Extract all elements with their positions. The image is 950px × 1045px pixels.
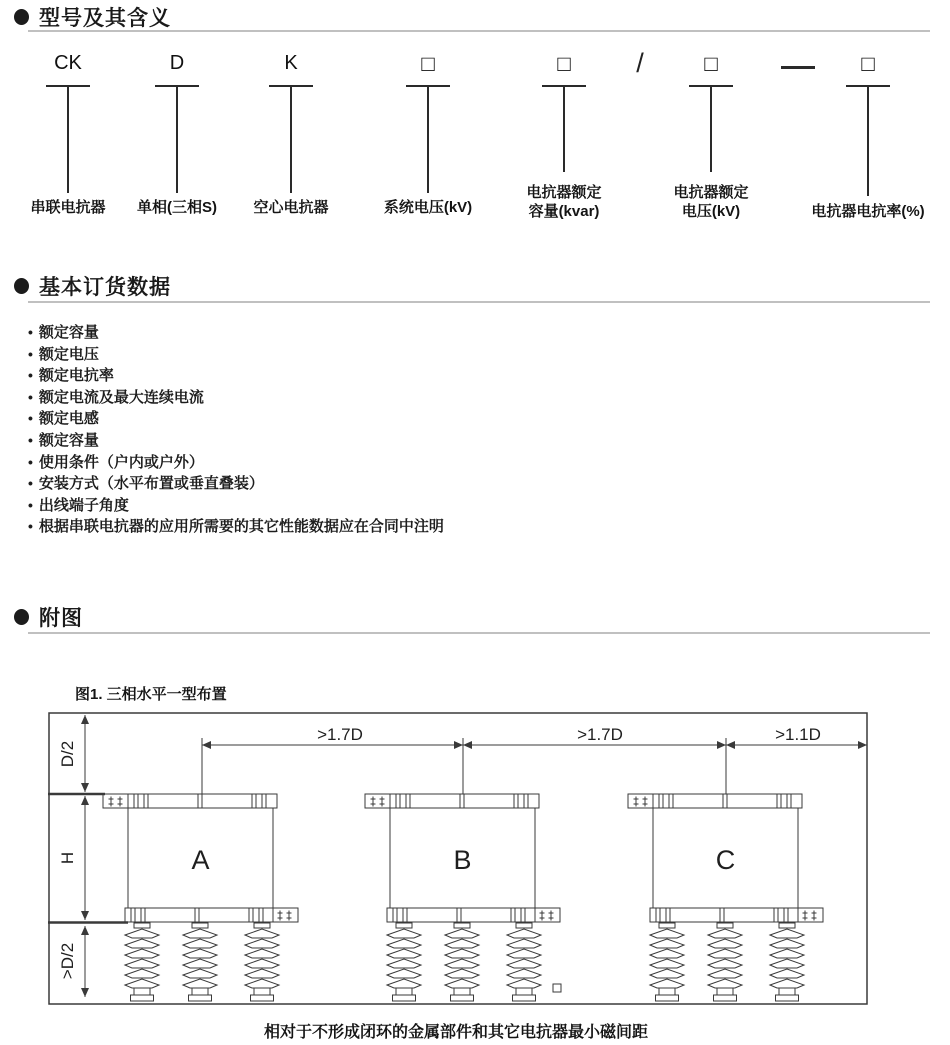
code-symbol: CK <box>54 52 82 74</box>
list-item <box>28 452 444 474</box>
section-rule <box>28 301 930 303</box>
code-leader-line <box>67 87 69 193</box>
insulator <box>507 923 541 1001</box>
insulator <box>183 923 217 1001</box>
section-heading-ordering <box>14 271 171 301</box>
bullet-icon: • <box>28 431 33 448</box>
figure-caption: 图1. 三相水平一型布置 <box>75 686 227 703</box>
code-label: 系统电压(kV) <box>383 199 473 216</box>
dash-separator <box>781 66 815 69</box>
section-title: 附图 <box>39 607 83 630</box>
list-item-label: 使用条件（户内或户外） <box>38 453 204 471</box>
reactor-unit <box>365 794 560 1001</box>
list-item <box>28 408 444 430</box>
code-leader-line <box>867 87 869 196</box>
list-item-label: 额定容量 <box>38 431 99 449</box>
bullet-icon: • <box>28 367 33 384</box>
dim-label-span-ab: >1.7D <box>317 725 363 744</box>
reactor-unit <box>628 794 823 1001</box>
ground-marker <box>553 984 561 992</box>
dim-label-span-bc: >1.7D <box>577 725 623 744</box>
bullet-icon: • <box>28 518 33 535</box>
code-leader-line <box>176 87 178 193</box>
list-item-label: 额定电感 <box>38 410 99 428</box>
code-symbol: K <box>284 52 298 74</box>
list-item-label: 额定电压 <box>38 345 99 363</box>
insulator <box>770 923 804 1001</box>
code-label: 电抗器电抗率(%) <box>811 203 925 220</box>
insulator <box>650 923 684 1001</box>
list-item <box>28 473 444 495</box>
list-item <box>28 495 444 517</box>
code-leader-line <box>563 87 565 172</box>
list-item-label: 额定电流及最大连续电流 <box>38 388 204 406</box>
reactor-label: C <box>715 845 736 875</box>
list-item-label: 额定电抗率 <box>38 367 114 385</box>
code-symbol: □ <box>861 51 875 76</box>
list-item <box>28 516 444 538</box>
dim-label-h: H <box>58 851 77 865</box>
list-item <box>28 344 444 366</box>
reactor-label: B <box>453 845 472 875</box>
ordering-list <box>28 322 444 538</box>
bullet-icon: • <box>28 410 33 427</box>
insulator <box>445 923 479 1001</box>
bullet-icon: • <box>28 453 33 470</box>
figure-footnote: 相对于不形成闭环的金属部件和其它电抗器最小磁间距 <box>263 1024 648 1041</box>
list-item <box>28 430 444 452</box>
code-label: 单相(三相S) <box>137 199 217 216</box>
code-label: 电抗器额定 <box>526 184 602 201</box>
bullet-icon: • <box>28 345 33 362</box>
figure-diagram <box>48 712 868 1005</box>
section-heading-figures <box>14 602 83 632</box>
reactor-unit <box>103 794 298 1001</box>
code-symbol: D <box>169 52 185 74</box>
code-label: 空心电抗器 <box>253 199 329 216</box>
bullet-icon: • <box>28 475 33 492</box>
list-item <box>28 365 444 387</box>
list-item-label: 安装方式（水平布置或垂直叠装） <box>38 475 264 493</box>
insulator <box>387 923 421 1001</box>
dim-label-span-c-edge: >1.1D <box>775 725 821 744</box>
dim-label-gt-d-half: >D/2 <box>58 942 77 980</box>
list-item-label: 额定容量 <box>38 324 99 341</box>
list-item <box>28 387 444 409</box>
section-rule <box>28 30 930 32</box>
list-item-label: 出线端子角度 <box>38 496 129 514</box>
code-label-line2: 容量(kvar) <box>528 203 600 220</box>
bullet-icon: • <box>28 496 33 513</box>
insulator <box>708 923 742 1001</box>
section-heading-model <box>14 2 171 32</box>
code-symbol: □ <box>557 51 571 76</box>
code-label: 电抗器额定 <box>673 184 749 201</box>
reactors-group <box>103 794 823 1001</box>
list-item <box>28 322 444 344</box>
section-rule <box>28 632 930 634</box>
section-bullet-icon <box>14 9 29 25</box>
code-label: 串联电抗器 <box>30 199 106 216</box>
code-symbol: □ <box>704 51 718 76</box>
code-label-line2: 电压(kV) <box>681 203 741 220</box>
bullet-icon: • <box>28 388 33 405</box>
section-title: 基本订货数据 <box>39 276 171 299</box>
insulator <box>125 923 159 1001</box>
bullet-icon: • <box>28 324 33 340</box>
reactor-label: A <box>191 845 210 875</box>
code-leader-line <box>427 87 429 193</box>
slash-separator: / <box>636 48 644 78</box>
section-title: 型号及其含义 <box>39 7 171 30</box>
code-leader-line <box>290 87 292 193</box>
dim-label-d-half: D/2 <box>58 740 77 768</box>
section-bullet-icon <box>14 278 29 294</box>
code-symbol: □ <box>421 51 435 76</box>
model-code-unit <box>768 50 950 220</box>
code-leader-line <box>710 87 712 172</box>
list-item-label: 根据串联电抗器的应用所需要的其它性能数据应在合同中注明 <box>38 518 444 536</box>
section-bullet-icon <box>14 609 29 625</box>
insulator <box>245 923 279 1001</box>
